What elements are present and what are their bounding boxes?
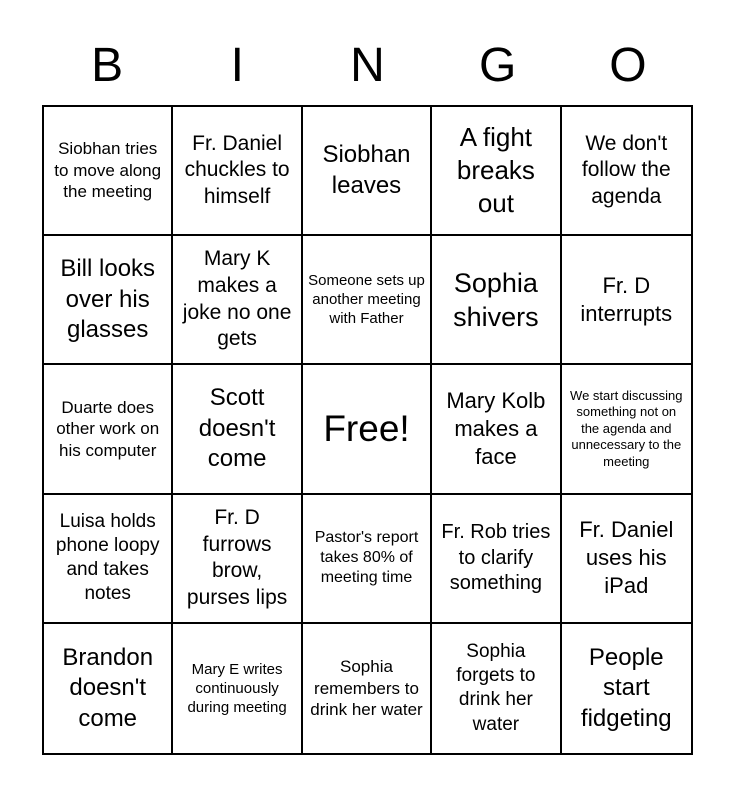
bingo-cell-r4c2[interactable]: Fr. D furrows brow, purses lips [173,495,302,624]
title-letter-i: I [230,39,244,92]
title-letter-b: B [91,39,124,92]
bingo-cell-r1c3[interactable]: Siobhan leaves [303,107,432,236]
bingo-cell-free-space[interactable]: Free! [303,365,432,494]
bingo-cell-r3c5[interactable]: We start discussing something not on the agenda and unnecessary to the meeting [562,365,691,494]
bingo-cell-r4c5[interactable]: Fr. Daniel uses his iPad [562,495,691,624]
bingo-cell-r1c4[interactable]: A fight breaks out [432,107,561,236]
bingo-cell-r1c1[interactable]: Siobhan tries to move along the meeting [44,107,173,236]
bingo-cell-r2c5[interactable]: Fr. D interrupts [562,236,691,365]
bingo-cell-r2c1[interactable]: Bill looks over his glasses [44,236,173,365]
bingo-cell-r5c1[interactable]: Brandon doesn't come [44,624,173,753]
bingo-cell-r3c4[interactable]: Mary Kolb makes a face [432,365,561,494]
bingo-cell-r1c2[interactable]: Fr. Daniel chuckles to himself [173,107,302,236]
bingo-cell-r3c2[interactable]: Scott doesn't come [173,365,302,494]
bingo-cell-r5c5[interactable]: People start fidgeting [562,624,691,753]
title-letter-g: G [479,39,517,92]
bingo-cell-r5c4[interactable]: Sophia forgets to drink her water [432,624,561,753]
bingo-cell-r2c2[interactable]: Mary K makes a joke no one gets [173,236,302,365]
bingo-cell-r5c2[interactable]: Mary E writes continuously during meeting [173,624,302,753]
bingo-cell-r4c1[interactable]: Luisa holds phone loopy and takes notes [44,495,173,624]
title-letter-o: O [609,39,647,92]
bingo-cell-r4c4[interactable]: Fr. Rob tries to clarify something [432,495,561,624]
title-letter-n: N [350,39,385,92]
bingo-card-grid [42,105,693,755]
bingo-cell-r4c3[interactable]: Pastor's report takes 80% of meeting time [303,495,432,624]
bingo-cell-r3c1[interactable]: Duarte does other work on his computer [44,365,173,494]
bingo-cell-r5c3[interactable]: Sophia remembers to drink her water [303,624,432,753]
bingo-cell-r1c5[interactable]: We don't follow the agenda [562,107,691,236]
bingo-cell-r2c4[interactable]: Sophia shivers [432,236,561,365]
bingo-title [42,38,693,94]
bingo-cell-r2c3[interactable]: Someone sets up another meeting with Father [303,236,432,365]
